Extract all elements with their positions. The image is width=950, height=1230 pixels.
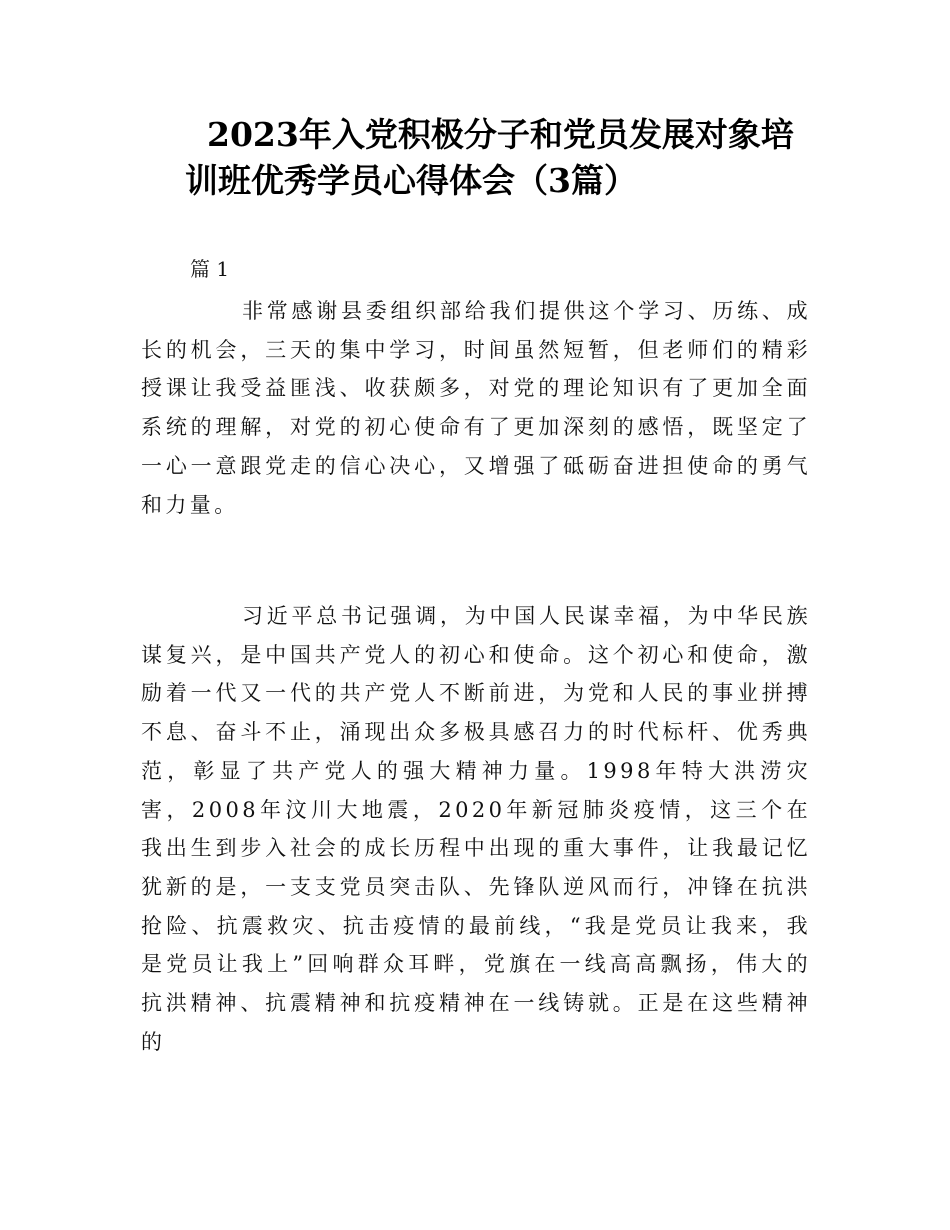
section-label: 篇 1 xyxy=(190,257,230,281)
paragraph-2: 习近平总书记强调，为中国人民谋幸福，为中华民族谋复兴，是中国共产党人的初心和使命。这个初心和使命，激励着一代又一代的共产党人不断前进，为党和人民的事业拼搏不息、奋斗不止，涌现出众多极具感召力的时代标杆、优秀典范，彰显了共产党人的强大精神力量。1998年特大洪涝灾害，2008年汶川大地震，2020年新冠肺炎疫情，这三个在我出生到步入社会的成长历程中出现的重大事件，让我最记忆犹新的是，一支支党员突击队、先锋队逆风而行，冲锋在抗洪抢险、抗震救灾、抗击疫情的最前线，“我是党员让我来，我是党员让我上”回响群众耳畔，党旗在一线高高飘扬，伟大的抗洪精神、抗震精神和抗疫精神在一线铸就。正是在这些精神的 xyxy=(141,604,811,1054)
paragraph-1: 非常感谢县委组织部给我们提供这个学习、历练、成长的机会，三天的集中学习，时间虽然短暂，但老师们的精彩授课让我受益匪浅、收获颇多，对党的理论知识有了更加全面系统的理解，对党的初心使命有了更加深刻的感悟，既坚定了一心一意跟党走的信心决心，又增强了砥砺奋进担使命的勇气和力量。 xyxy=(141,299,811,517)
title-line-2: 训班优秀学员心得体会（3篇） xyxy=(185,161,637,200)
document-title xyxy=(150,112,830,204)
title-line-1: 2023年入党积极分子和党员发展对象培 xyxy=(207,115,794,154)
